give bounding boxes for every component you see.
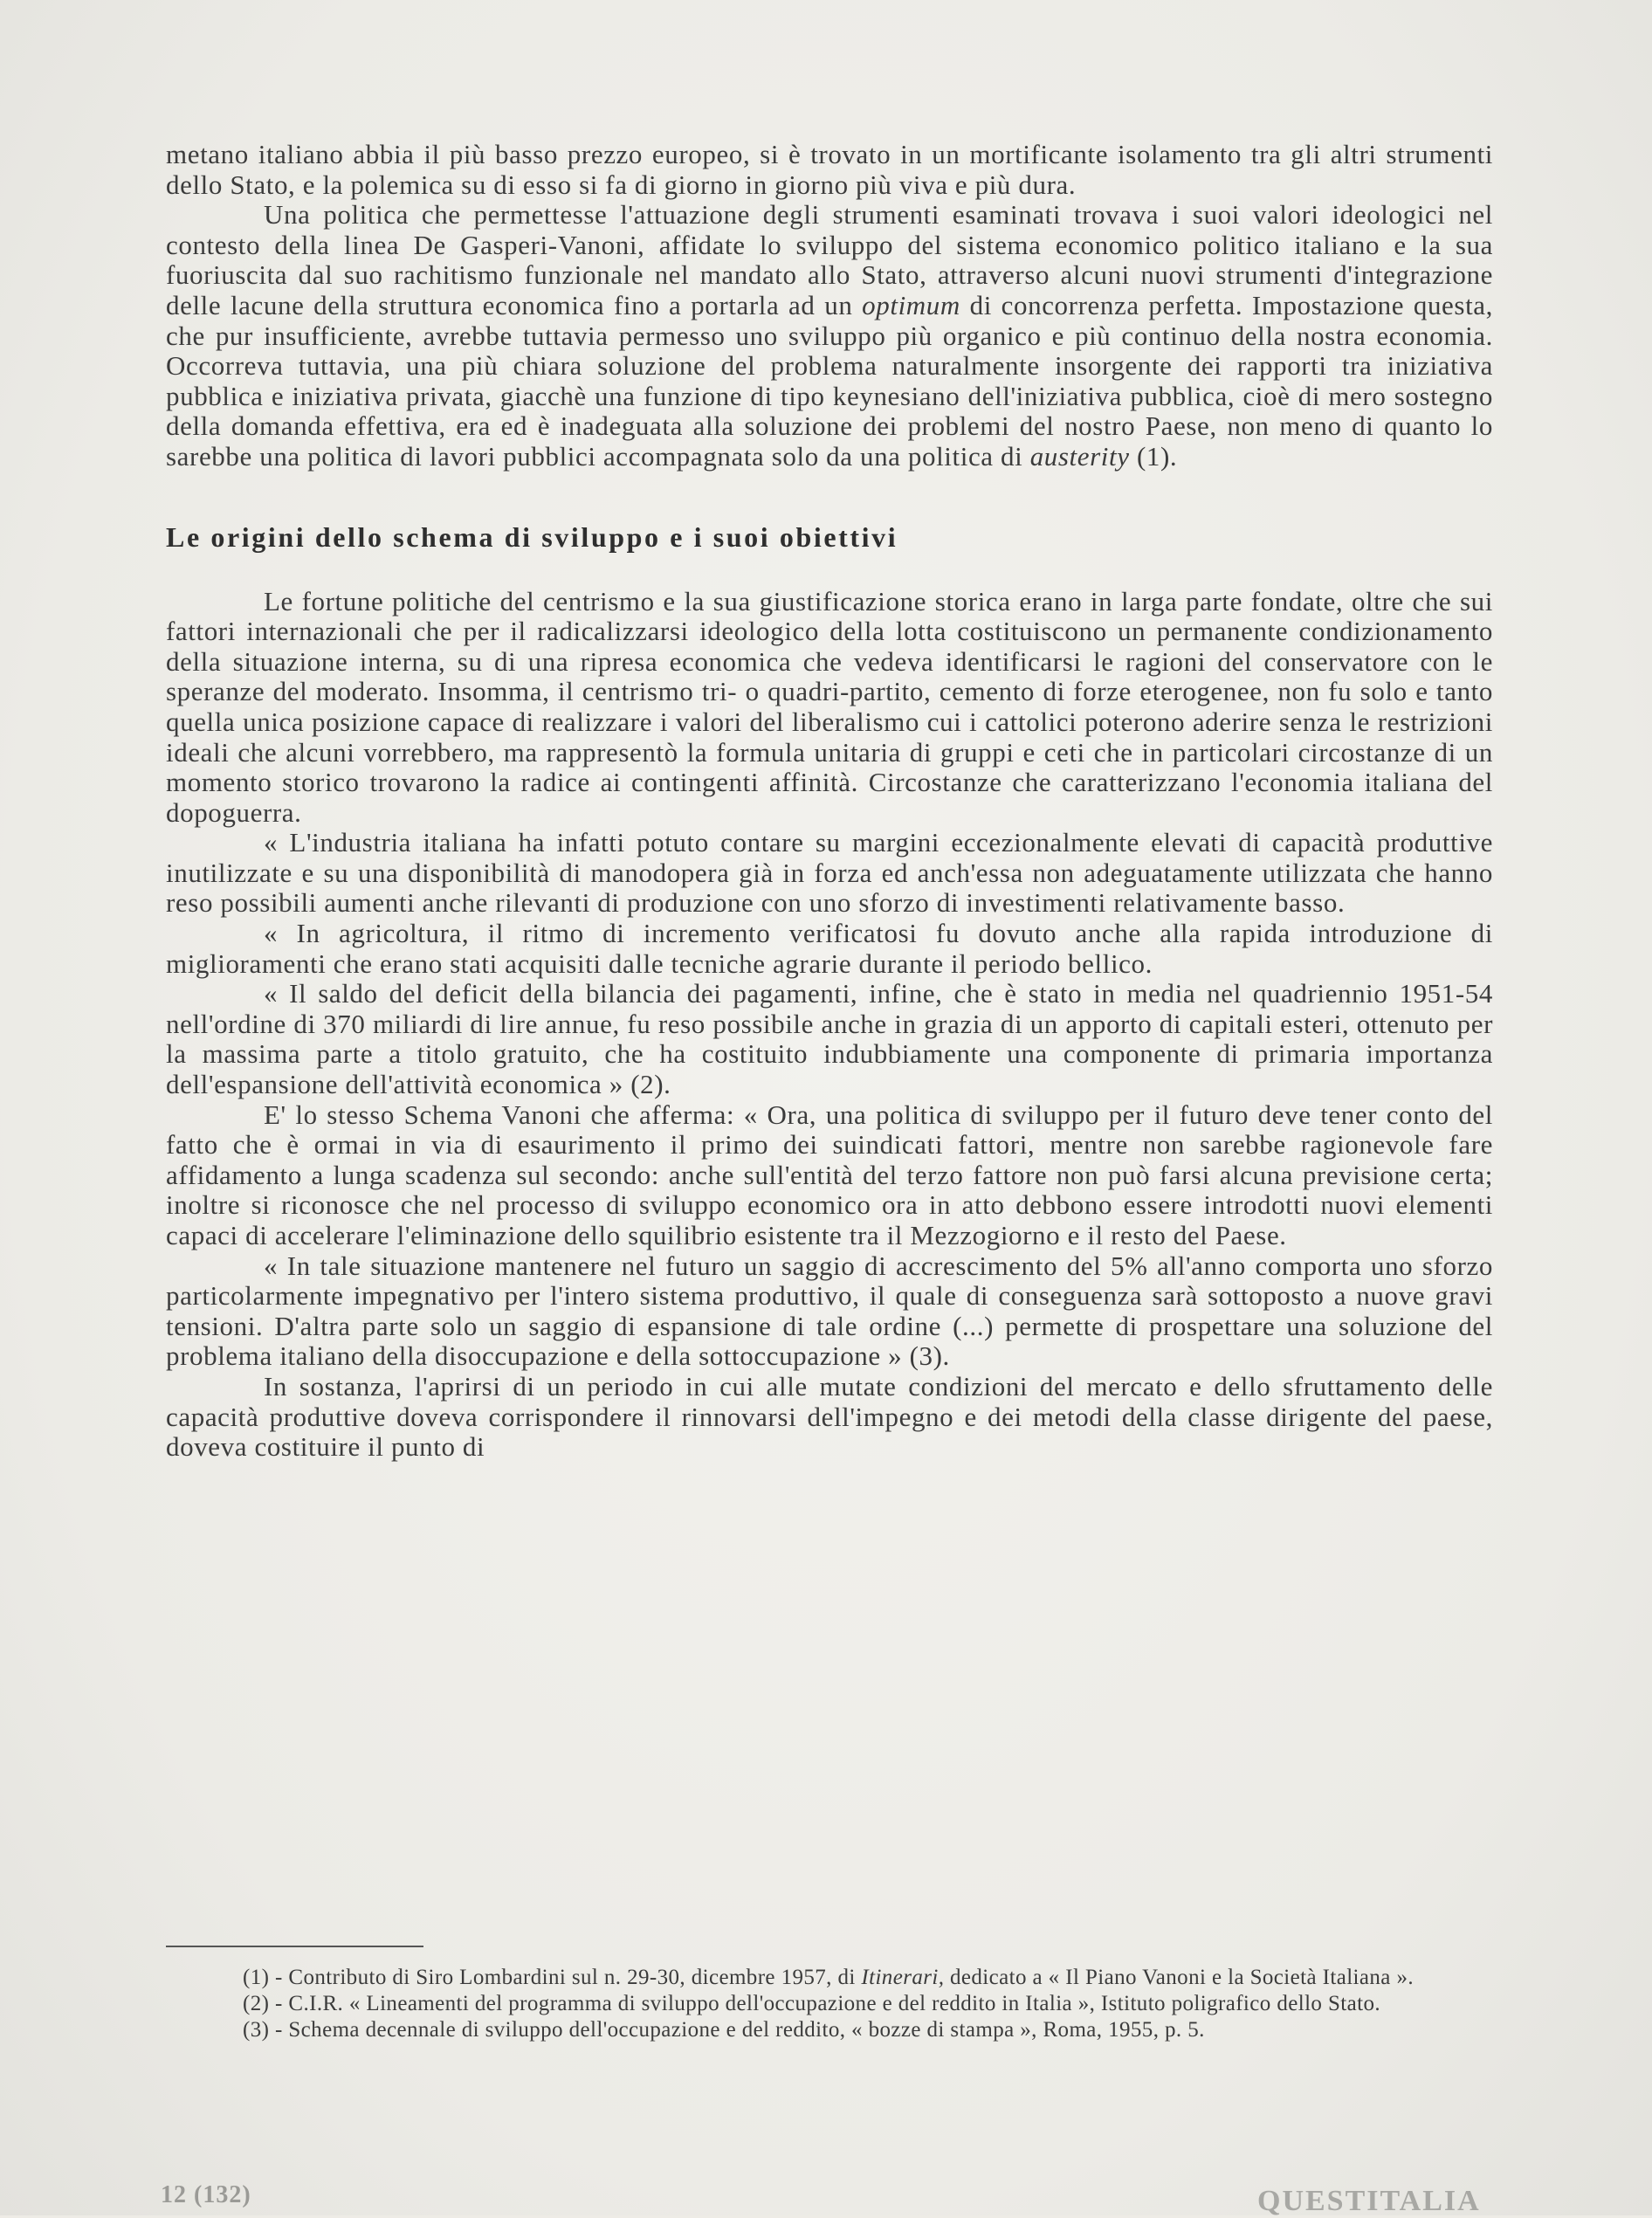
- footnote-1: [166, 1967, 1493, 1989]
- paragraph-7: E' lo stesso Schema Vanoni che afferma: « Ora, una politica di sviluppo per il futuro deve tener conto del fatto che è ormai in via di esaurimento il primo dei suindicati fattori, mentre non sarebbe ragionevole fare affidamento a lunga scadenza sul secondo: anche sull'entità del terzo fattore non può farsi alcuna previsione certa; inoltre si riconosce che nel processo di sviluppo economico ora in atto debbono essere introdotti nuovi elementi capaci di accelerare l'eliminazione dello squilibrio esistente tra il Mezzogiorno e il resto del Paese.: [166, 1099, 1493, 1250]
- paragraph-2-part-b: di concorrenza perfetta. Impostazione questa, che pur insufficiente, avrebbe tuttavia permesso uno sviluppo più organico e più continuo della nostra economia. Occorreva tuttavia, una più chiara soluzione del problema naturalmente insorgente dei rapporti tra iniziativa pubblica e iniziativa privata, giacchè una funzione di tipo keynesiano dell'iniziativa pubblica, cioè di mero sostegno della domanda effettiva, era ed è inadeguata alla soluzione dei problemi del nostro Paese, non meno di quanto lo sarebbe una politica di lavori pubblici accompagnata solo da una politica di: [166, 289, 1493, 472]
- footnote-3-text: (3) - Schema decennale di sviluppo dell'occupazione e del reddito, « bozze di stampa », Roma, 1955, p. 5.: [243, 2018, 1205, 2042]
- publication-name: QUESTITALIA: [1257, 2185, 1481, 2217]
- article-body: [166, 140, 1493, 1463]
- footnote-1-part-b: dedicato a « Il Piano Vanoni e la Società Italiana ».: [950, 1966, 1414, 1989]
- paragraph-2: [166, 200, 1493, 472]
- footnote-1-part-a: (1) - Contributo di Siro Lombardini sul n. 29-30, dicembre 1957, di: [243, 1966, 856, 1989]
- paragraph-2-emphasis-2: austerity: [1029, 440, 1130, 472]
- paragraph-6: « Il saldo del deficit della bilancia dei pagamenti, infine, che è stato in media nel quadriennio 1951-54 nell'ordine di 370 miliardi di lire annue, fu reso possibile anche in grazia di un apporto di capitali esteri, ottenuto per la massima parte a titolo gratuito, che ha costituito indubbiamente una componente di primaria importanza dell'espansione dell'attività economica » (2).: [166, 978, 1493, 1100]
- paragraph-8: « In tale situazione mantenere nel futuro un saggio di accrescimento del 5% all'anno comporta uno sforzo particolarmente impegnativo per l'intero sistema produttivo, il quale di conseguenza sarà sottoposto a nuove gravi tensioni. D'altra parte solo un saggio di espansione di tale ordine (...) permette di prospettare una soluzione del problema italiano della disoccupazione e della sottoccupazione » (3).: [166, 1250, 1493, 1372]
- footnote-divider: [166, 1946, 423, 1947]
- footnote-2-text: (2) - C.I.R. « Lineamenti del programma di sviluppo dell'occupazione e del reddito in Italia », Istituto poligrafico dello Stato.: [243, 1992, 1381, 2015]
- paragraph-4: « L'industria italiana ha infatti potuto contare su margini eccezionalmente elevati di capacità produttive inutilizzate e su una disponibilità di manodopera già in forza ed anch'essa non adeguatamente utilizzata che hanno reso possibili aumenti anche rilevanti di produzione con uno sforzo di investimenti relativamente basso.: [166, 827, 1493, 919]
- page-number: 12 (132): [161, 2181, 251, 2208]
- footnote-1-emphasis: Itinerari,: [861, 1966, 945, 1989]
- paragraph-2-emphasis: optimum: [862, 289, 960, 320]
- paragraph-3: Le fortune politiche del centrismo e la sua giustificazione storica erano in larga parte fondate, oltre che sui fattori internazionali che per il radicalizzarsi ideologico della lotta costituiscono un permanente condizionamento della situazione interna, su di una ripresa economica che vedeva identificarsi le ragioni del conservatore con le speranze del moderato. Insomma, il centrismo tri- o quadri-partito, cemento di forze eterogenee, non fu solo e tanto quella unica posizione capace di realizzare i valori del liberalismo cui i cattolici poterono aderire senza le restrizioni ideali che alcuni vorrebbero, ma rappresentò la formula unitaria di gruppi e ceti che in particolari circostanze di un momento storico trovarono la radice ai contingenti affinità. Circostanze che caratterizzano l'economia italiana del dopoguerra.: [166, 585, 1493, 828]
- footnote-3: [166, 2019, 1493, 2042]
- paragraph-2-part-c: (1).: [1136, 440, 1178, 472]
- section-heading: Le origini dello schema di sviluppo e i suoi obiettivi: [166, 520, 898, 553]
- paragraph-2-part-a: Una politica che permettesse l'attuazione degli strumenti esaminati trovava i suoi valori ideologici nel contesto della linea De Gasperi-Vanoni, affidate lo sviluppo del sistema economico politico italiano e la sua fuoriuscita dal suo rachitismo funzionale nel mandato allo Stato, attraverso alcuni nuovi strumenti d'integrazione delle lacune della struttura economica fino a portarla ad un: [166, 199, 1493, 320]
- paragraph-5: « In agricoltura, il ritmo di incremento verificatosi fu dovuto anche alla rapida introduzione di miglioramenti che erano stati acquisiti dalle tecniche agrarie durante il periodo bellico.: [166, 918, 1493, 979]
- paragraph-1: metano italiano abbia il più basso prezzo europeo, si è trovato in un mortificante isolamento tra gli altri strumenti dello Stato, e la polemica su di esso si fa di giorno in giorno più viva e più dura.: [166, 139, 1493, 200]
- footnotes: [166, 1967, 1493, 2045]
- footnote-2: [166, 1993, 1493, 2015]
- paragraph-9: In sostanza, l'aprirsi di un periodo in cui alle mutate condizioni del mercato e dello sfruttamento delle capacità produttive doveva corrispondere il rinnovarsi dell'impegno e dei metodi della classe dirigente del paese, doveva costituire il punto di: [166, 1370, 1493, 1463]
